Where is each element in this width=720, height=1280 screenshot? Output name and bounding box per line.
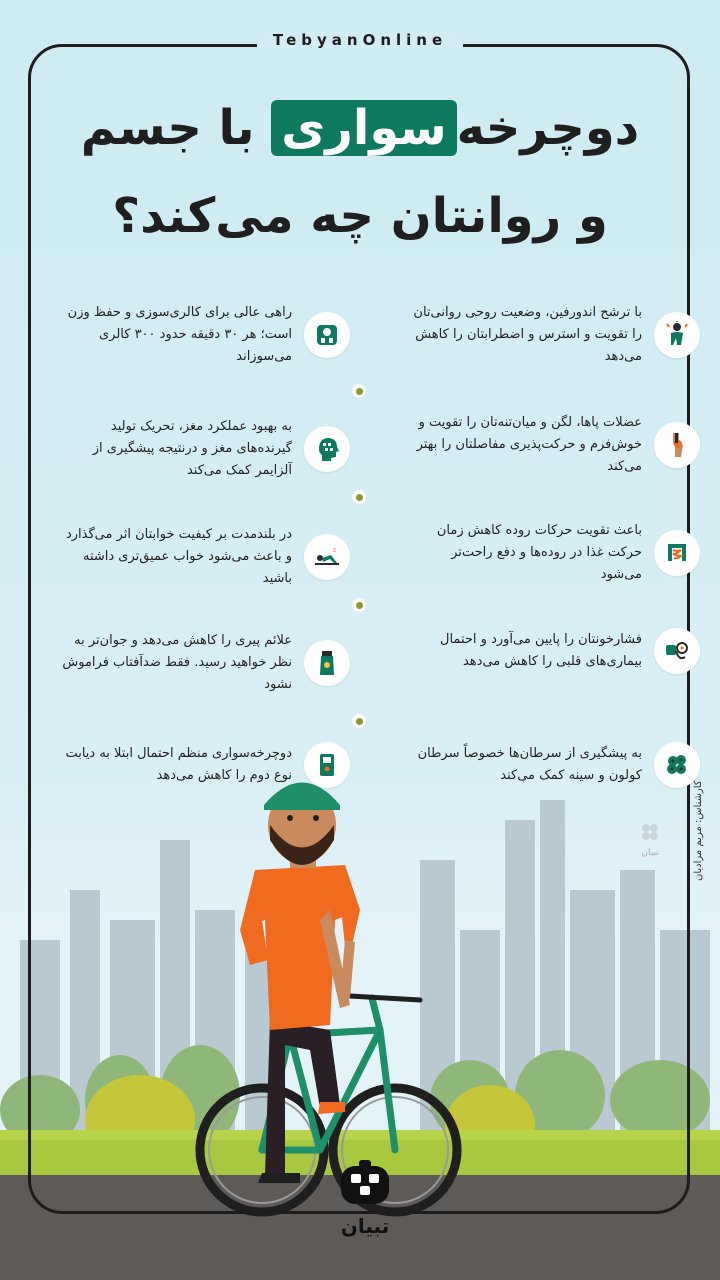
separator-dot — [352, 598, 366, 612]
benefit-text: به پیشگیری از سرطان‌ها خصوصاً سرطان کولون و سینه کمک می‌کند — [417, 746, 642, 783]
svg-text:z: z — [333, 547, 337, 554]
stress-relief-icon — [654, 312, 700, 358]
benefit-item — [62, 302, 350, 368]
blood-pressure-icon — [654, 628, 700, 674]
benefit-item — [412, 520, 700, 586]
benefit-item — [412, 628, 700, 674]
benefit-text: باعث تقویت حرکات روده کاهش زمان حرکت غذا در روده‌ها و دفع راحت‌تر می‌شود — [436, 523, 642, 582]
separator-dot — [352, 714, 366, 728]
benefit-item — [62, 630, 350, 696]
brain-head-icon — [304, 426, 350, 472]
sunscreen-icon — [304, 640, 350, 686]
brand-name: TebyanOnline — [257, 31, 463, 49]
benefit-item — [62, 524, 350, 590]
benefit-item — [62, 416, 350, 482]
benefit-text: دوچرخه‌سواری منظم احتمال ابتلا به دیابت نوع دوم را کاهش می‌دهد — [65, 746, 292, 783]
glucose-meter-icon — [304, 742, 350, 788]
benefit-item — [412, 302, 700, 368]
benefit-item — [412, 412, 700, 478]
title-pre: دوچرخه‌ — [456, 100, 640, 156]
benefit-text: عضلات پاها، لگن و میان‌تنه‌تان را تقویت و خوش‌فرم و حرکت‌پذیری مفاصلتان را بهتر می‌کند — [416, 415, 642, 474]
expert-credit: کارشناس: مریم مرادیان — [693, 780, 704, 881]
benefit-text: فشارخونتان را پایین می‌آورد و احتمال بیماری‌های قلبی را کاهش می‌دهد — [440, 632, 642, 669]
tebyan-logo — [325, 1160, 405, 1250]
benefit-item — [62, 742, 350, 788]
title-highlight: سواری — [271, 100, 456, 156]
tebyan-logo-icon — [337, 1160, 393, 1210]
logo-text: تبیان — [340, 1214, 390, 1238]
benefit-item — [412, 742, 700, 788]
benefit-text: در بلندمدت بر کیفیت خوابتان اثر می‌گذارد و باعث می‌شود خواب عمیق‌تری داشته باشید — [65, 527, 292, 586]
page-title-line2: و روانتان چه می‌کند؟ — [112, 188, 608, 244]
page-title-line1 — [60, 100, 660, 156]
watermark — [630, 820, 670, 858]
benefit-text: علائم پیری را کاهش می‌دهد و جوان‌تر به نظر خواهید رسید. فقط ضدآفتاب فراموش نشود — [62, 633, 292, 692]
intestine-icon — [654, 530, 700, 576]
title-post: با جسم — [80, 100, 255, 156]
benefit-text: به بهبود عملکرد مغز، تحریک تولید گیرنده‌های مغز و درنتیجه پیشگیری از آلزایمر کمک می‌کند — [92, 419, 292, 478]
weight-scale-icon — [304, 312, 350, 358]
brand-header — [0, 30, 720, 49]
sleeping-person-icon — [304, 534, 350, 580]
watermark-logo-icon — [638, 820, 662, 844]
knee-joint-icon — [654, 422, 700, 468]
benefit-text: با ترشح اندورفین، وضعیت روحی روانی‌تان را تقویت و استرس و اضطرابتان را کاهش می‌دهد — [413, 305, 642, 364]
benefit-text: راهی عالی برای کالری‌سوزی و حفظ وزن است؛ هر ۳۰ دقیقه حدود ۳۰۰ کالری می‌سوزاند — [67, 305, 292, 364]
watermark-text: تبیان — [641, 848, 659, 858]
separator-dot — [352, 490, 366, 504]
separator-dot — [352, 384, 366, 398]
